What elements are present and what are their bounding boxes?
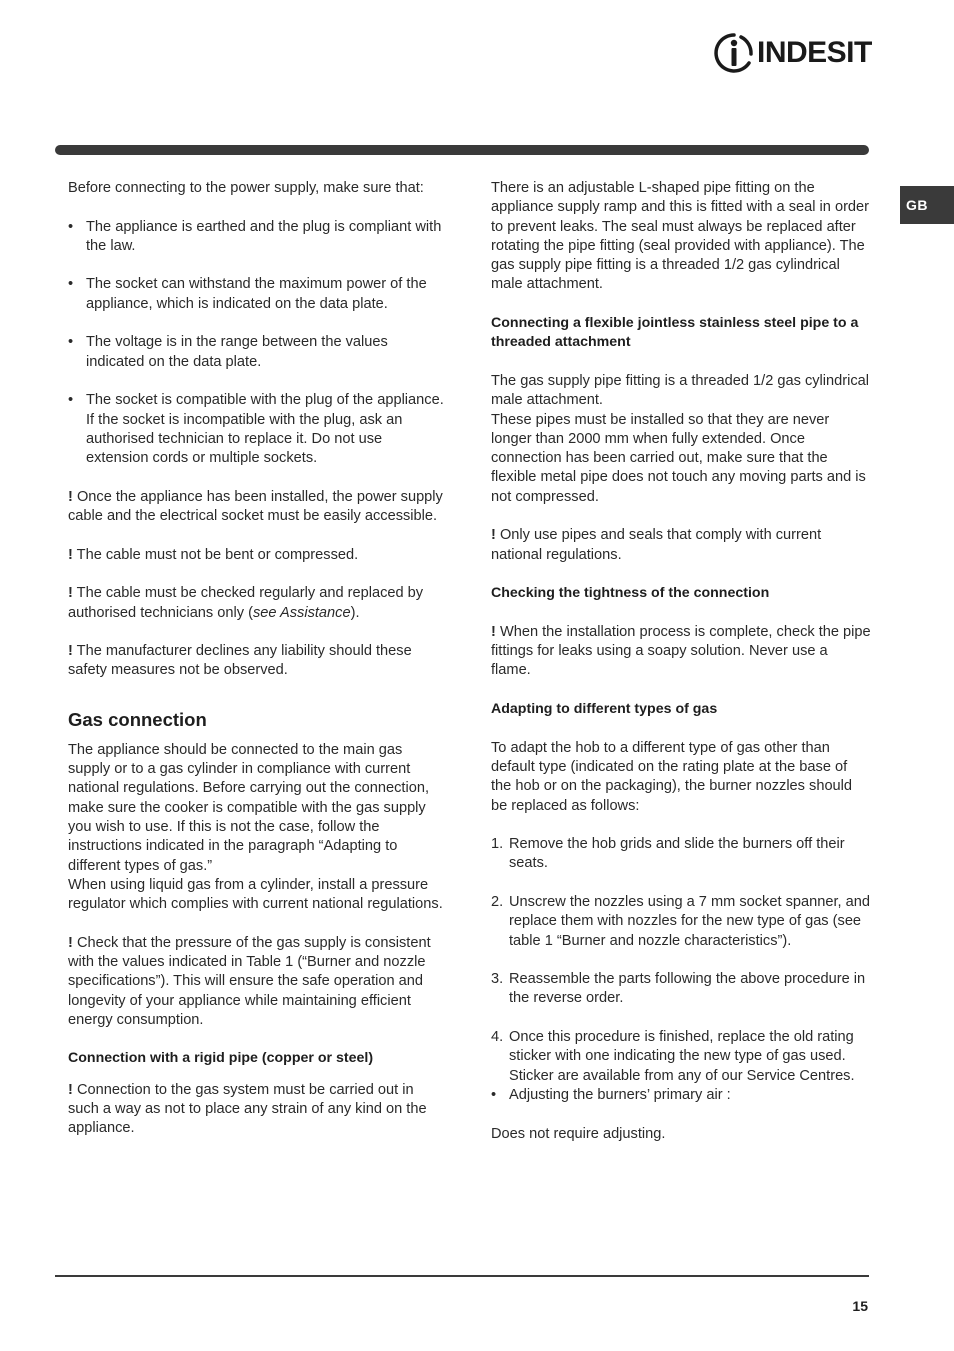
warning-note (68, 488, 446, 527)
gas-paragraph: The appliance should be connected to the main gas supply or to a gas cylinder in compliance with current national regulations. Before carrying out the connection, make sure the cooker is compatible with the gas supply you wish to use. If this is not the case, follow the instructions indicated in the paragraph “Adapting to different types of gas.” (68, 741, 430, 874)
adapting-paragraph: To adapt the hob to a different type of gas other than default type (indicated on the rating plate at the base of the hob or on the packaging), the burner nozzles should be replaced as follows: (491, 739, 853, 814)
exclamation-icon: ! (68, 585, 73, 602)
bullet-text: The socket is compatible with the plug of the appliance. If the socket is incompatible with the plug, ask an authorised technician to replace it. Do not use extension cords or multiple sockets. (86, 392, 444, 467)
exclamation-icon: ! (68, 643, 73, 660)
bullet-item (491, 1086, 871, 1105)
step-item (491, 1028, 871, 1086)
warning-text-end: ). (350, 604, 360, 621)
warning-note (68, 546, 446, 565)
warning-note (491, 623, 871, 681)
bullet-dot: • (68, 392, 74, 409)
bottom-divider (55, 1275, 869, 1277)
step-text: Reassemble the parts following the above procedure in the reverse order. (509, 971, 866, 1007)
step-item (491, 835, 871, 874)
bullet-item (68, 275, 446, 314)
fitting-paragraph: There is an adjustable L-shaped pipe fitting on the appliance supply ramp and this is fitted with a seal in order to prevent leaks. The seal must always be replaced after rotating the pipe fitting (seal provided with appliance). The gas supply pipe fitting is a threaded 1/2 gas cylindrical male attachment. (491, 180, 870, 293)
warning-note (491, 526, 871, 565)
step-number: 2. (491, 893, 504, 910)
exclamation-icon: ! (68, 1081, 73, 1098)
step-text: Unscrew the nozzles using a 7 mm socket spanner, and replace them with nozzles for the new type of gas (see table 1 “Burner and nozzle characteristics”). (509, 893, 870, 949)
flexible-paragraph: These pipes must be installed so that they are never longer than 2000 mm when fully extended. Once connection has been carried out, make sure that the flexible metal pipe does not touch any moving parts and is not compressed. (491, 411, 866, 505)
flexible-paragraph: The gas supply pipe fitting is a threaded 1/2 gas cylindrical male attachment. (491, 372, 870, 409)
indesit-logo (713, 32, 871, 74)
bullet-dot: • (68, 334, 74, 351)
step-item (491, 970, 871, 1009)
warning-note (68, 642, 446, 681)
air-note: Does not require adjusting. (491, 1125, 666, 1142)
gas-paragraph: When using liquid gas from a cylinder, install a pressure regulator which complies with current national regulations. (68, 876, 443, 913)
bullet-dot: • (68, 276, 74, 293)
top-divider (55, 145, 869, 155)
step-number: 4. (491, 1029, 504, 1046)
flexible-pipe-heading: Connecting a flexible jointless stainless steel pipe to a threaded attachment (491, 315, 859, 351)
indesit-i-emblem-icon (713, 32, 755, 74)
warning-text: Check that the pressure of the gas supply is consistent with the values indicated in Table 1 (“Burner and nozzle specifications”). This will ensure the safe operation and longevity of your appliance while maintaining efficient energy consumption. (68, 934, 431, 1028)
exclamation-icon: ! (491, 527, 496, 544)
page-number: 15 (852, 1298, 868, 1314)
warning-text: The cable must be checked regularly and replaced by authorised technicians only ( (68, 585, 424, 621)
warning-text: The manufacturer declines any liability should these safety measures not be observed. (68, 643, 412, 679)
step-item (491, 893, 871, 951)
warning-note (68, 934, 446, 1030)
language-tab: GB (900, 186, 954, 224)
bullet-text: The socket can withstand the maximum power of the appliance, which is indicated on the data plate. (86, 276, 427, 312)
step-text: Remove the hob grids and slide the burners off their seats. (509, 836, 845, 872)
step-number: 3. (491, 971, 504, 988)
gas-connection-heading: Gas connection (68, 708, 207, 730)
step-number: 1. (491, 836, 504, 853)
exclamation-icon: ! (68, 934, 73, 951)
warning-note (68, 1081, 446, 1139)
intro-text: Before connecting to the power supply, make sure that: (68, 180, 424, 196)
see-assistance-reference: see Assistance (252, 604, 351, 621)
left-column (68, 179, 446, 1139)
warning-text: Connection to the gas system must be carried out in such a way as not to place any strain of any kind on the appliance. (68, 1081, 427, 1137)
warning-text: The cable must not be bent or compressed. (76, 546, 359, 563)
bullet-dot: • (491, 1086, 497, 1103)
right-column (491, 179, 871, 1144)
bullet-dot: • (68, 218, 74, 235)
bullet-text: The appliance is earthed and the plug is compliant with the law. (86, 218, 442, 254)
exclamation-icon: ! (68, 488, 73, 505)
warning-text: Only use pipes and seals that comply with current national regulations. (491, 527, 822, 563)
bullet-item (68, 333, 446, 372)
bullet-text: The voltage is in the range between the values indicated on the data plate. (86, 334, 388, 370)
bullet-text: Adjusting the burners’ primary air : (509, 1086, 731, 1103)
bullet-item (68, 218, 446, 257)
step-text: Once this procedure is finished, replace the old rating sticker with one indicating the new type of gas used. Sticker are available from any of our Service Centres. (509, 1029, 855, 1084)
logo-wordmark: INDESIT (757, 36, 872, 69)
rigid-pipe-heading: Connection with a rigid pipe (copper or steel) (68, 1050, 374, 1067)
warning-text: Once the appliance has been installed, the power supply cable and the electrical socket must be easily accessible. (68, 488, 443, 525)
exclamation-icon: ! (68, 546, 73, 563)
warning-note (68, 584, 446, 623)
bullet-item (68, 391, 446, 468)
adapting-gas-heading: Adapting to different types of gas (491, 701, 718, 718)
tightness-heading: Checking the tightness of the connection (491, 585, 770, 602)
warning-text: When the installation process is complete, check the pipe fittings for leaks using a soapy solution. Never use a flame. (491, 623, 871, 679)
exclamation-icon: ! (491, 623, 496, 640)
